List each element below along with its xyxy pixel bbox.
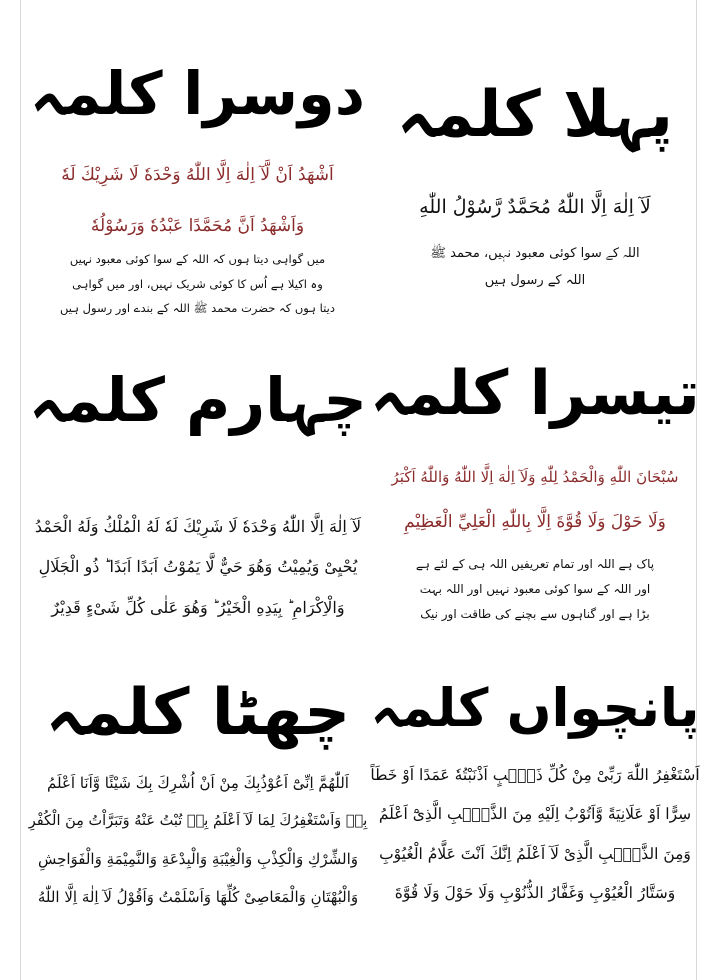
kalima-3-translation [370,552,700,634]
kalima-3-translation-line-3: بڑا ہے اور گناہوں سے بچنے کی طاقت اور نیک [420,607,650,622]
kalima-1-translation-line-2: اللہ کے رسول ہیں [484,273,586,289]
kalima-6-title: چھٹا کلمہ [45,676,351,750]
kalima-4-arabic-line-3: وَالْاِكْرَامِ ؕ بِيَدِهِ الْخَيْرُ ؕ وَهُوَ عَلٰى كُلِّ شَىْءٍ قَدِيْرٌ [51,598,345,618]
kalima-2-translation [30,247,365,317]
kalima-6-panel [28,678,368,916]
kalima-2-arabic-line-2: وَاَشْهَدُ اَنَّ مُحَمَّدًا عَبْدُهٗ وَرَسُوْلُهٗ [90,216,305,237]
kalima-3-translation-line-1: پاک ہے اللہ اور تمام تعریفیں اللہ ہی کے لئے ہے [415,556,655,571]
kalima-1-title: پہلا کلمہ [396,78,674,152]
kalima-6-arabic-line-4: وَالْبُهْتَانِ وَالْمَعَاصِىْ كُلِّهَا وَاَسْلَمْتُ وَاَقُوْلُ لَآ اِلٰهَ اِلَّا اللّٰهُ [37,887,359,906]
kalima-3-title: تیسرا کلمہ [370,357,700,429]
kalima-5-arabic [370,756,700,914]
kalima-4-arabic-line-1: لَآ اِلٰهَ اِلَّا اللّٰهُ وَحْدَهٗ لَا شَرِيْكَ لَهٗ لَهُ الْمُلْكُ وَلَهُ الْحَمْدُ [34,516,362,536]
kalima-3-translation-line-2: اور اللہ کے سوا کوئی معبود نہیں اور اللہ بہت [419,581,651,596]
kalima-6-arabic-line-1: اَللّٰهُمَّ اِنِّىْٓ اَعُوْذُبِكَ مِنْ اَنْ اُشْرِكَ بِكَ شَيْئًا وَّاَنَا اَعْلَمُ [47,774,349,793]
kalima-4-arabic-line-2: يُحْيِىْ وَيُمِيْتُ وَهُوَ حَيٌّ لَّا يَمُوْتُ اَبَدًا اَبَدًا ؕ ذُو الْجَلَالِ [38,557,358,577]
kalima-5-arabic-line-3: وَمِنَ الذَّنْۢبِ الَّذِىْ لَآ اَعْلَمُ اِنَّكَ اَنْتَ عَلَّامُ الْغُيُوْبِ [379,844,691,863]
kalima-5-panel [370,680,700,914]
kalima-2-panel [30,59,365,317]
kalima-6-arabic-line-2: بِهٖ وَاَسْتَغْفِرُكَ لِمَا لَآ اَعْلَمُ بِهٖ تُبْتُ عَنْهُ وَتَبَرَّاْتُ مِنَ الْكُفْرِ [28,812,368,829]
kalima-4-panel [28,368,368,629]
kalima-5-arabic-line-4: وَسَتَّارُ الْعُيُوْبِ وَغَفَّارُ الذُّنُوْبِ وَلَا حَوْلَ وَلَا قُوَّةَ [394,884,676,903]
kalima-5-arabic-line-1: اَسْتَغْفِرُ اللّٰهَ رَبِّىْ مِنْ كُلِّ ذَنْۢبٍ اَذْنَبْتُهٗ عَمَدًا اَوْ خَطَاً [370,765,700,784]
kalima-2-translation-line-3: دیتا ہوں کہ حضرت محمد ﷺ اللہ کے بندے اور رسول ہیں [60,300,335,315]
left-page-edge [20,0,21,980]
kalima-2-arabic-line-1: اَشْهَدُ اَنْ لَّآ اِلٰهَ اِلَّا اللّٰهُ وَحْدَهٗ لَا شَرِيْكَ لَهٗ [61,164,334,185]
kalima-3-arabic-line-2: وَلَا حَوْلَ وَلَا قُوَّةَ اِلَّا بِاللّٰهِ الْعَلِيِّ الْعَظِيْمِ [404,512,666,533]
kalima-5-arabic-line-2: سِرًّا اَوْ عَلَانِيَةً وَّاَتُوْبُ اِلَيْهِ مِنَ الذَّنْۢبِ الَّذِىْٓ اَعْلَمُ [378,805,692,824]
kalima-4-arabic [28,507,368,629]
kalima-4-title: چہارم کلمہ [29,366,367,436]
kalima-2-translation-line-2: وہ اکیلا ہے اُس کا کوئی شریک نہیں، اور میں گواہی [72,276,323,291]
kalima-3-panel [370,357,700,634]
kalima-3-arabic-line-1: سُبْحَانَ اللّٰهِ وَالْحَمْدُ لِلّٰهِ وَلَآ اِلٰهَ اِلَّا اللّٰهُ وَاللّٰهُ اَكْبَرُ [391,467,679,486]
kalima-6-arabic-line-3: وَالشِّرْكِ وَالْكِذْبِ وَالْغِيْبَةِ وَالْبِدْعَةِ وَالنَّمِيْمَةِ وَالْفَوَاحِشِ [37,849,359,868]
kalima-6-arabic [28,764,368,916]
kalima-2-translation-line-1: میں گواہی دیتا ہوں کہ اللہ کے سوا کوئی معبود نہیں [69,252,326,267]
kalima-5-title: پانچواں کلمہ [370,678,700,739]
kalima-1-arabic: لَآ اِلٰهَ اِلَّا اللّٰهُ مُحَمَّدٌ رَّسُوْلُ اللّٰهِ [419,196,651,219]
kalima-1-panel [375,80,695,295]
kalima-2-title: دوسرا کلمہ [30,59,365,128]
kalima-1-translation-line-1: اللہ کے سوا کوئی معبود نہیں، محمد ﷺ [430,246,640,262]
